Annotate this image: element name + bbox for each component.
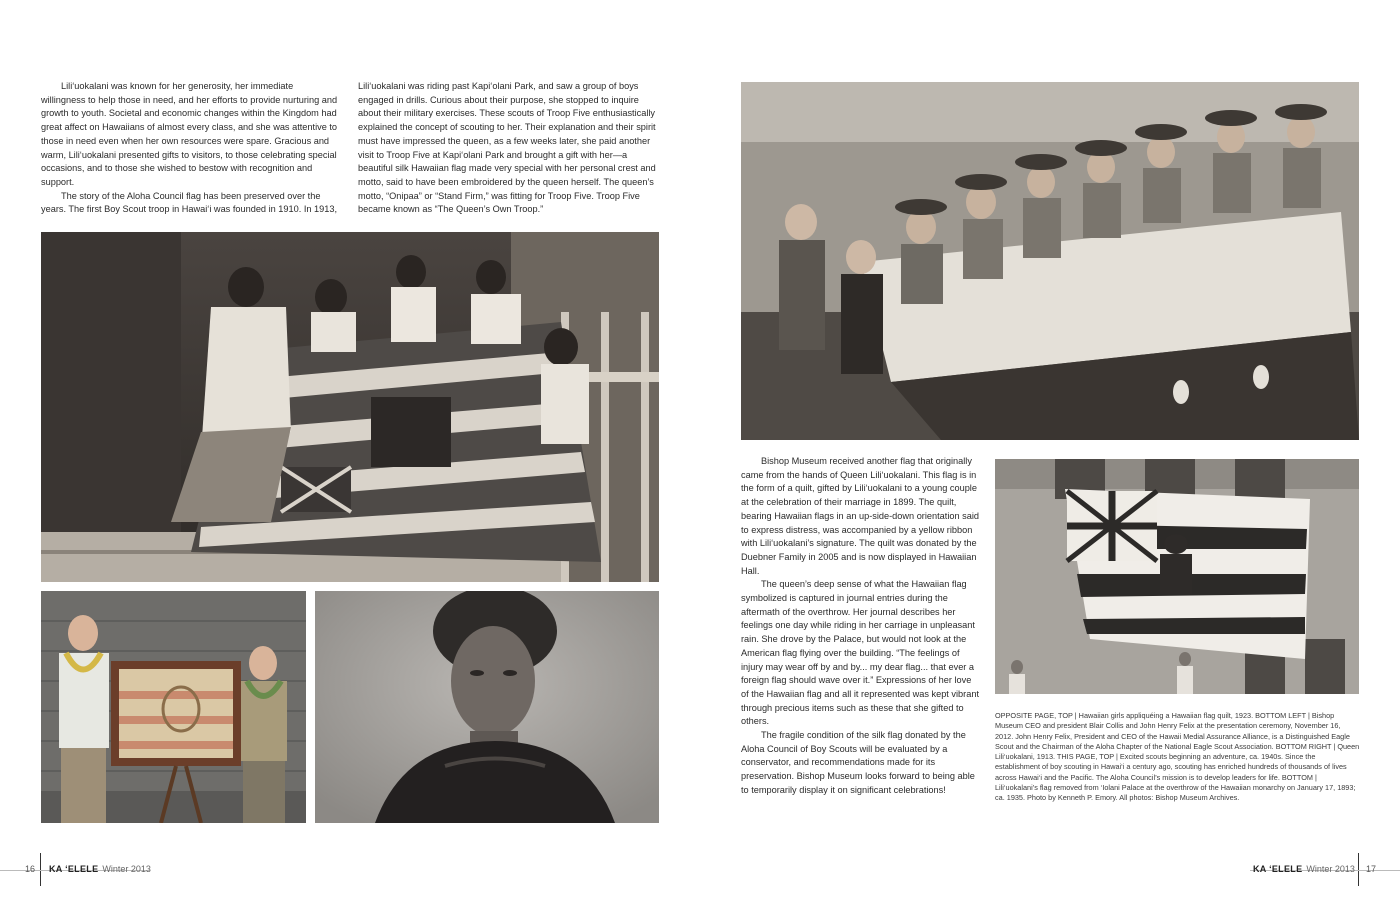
queen-portrait-photo <box>315 591 659 823</box>
paragraph: Bishop Museum received another flag that originally came from the hands of Queen Lili‘uokalani. This flag is in the form of a quilt, gifted by Lili‘uokalani to a young couple at the celebration of their marriage in 1899. The quilt, bearing Hawaiian flags in an up-side-down orientation said to express distress, was accompanied by a yellow ribbon with Lili‘uokalani’s signature. The quilt was donated by the Duebner Family in 2005 and is now displayed in Hawaiian Hall. <box>741 456 980 576</box>
paragraph: The story of the Aloha Council flag has been preserved over the years. The first Boy Scout troop in Hawai‘i was founded in 1910. In 1913, <box>41 190 338 215</box>
left-page-number: 16 <box>25 864 36 874</box>
quilt-image <box>41 232 659 582</box>
left-folio <box>25 864 35 874</box>
paragraph: The fragile condition of the silk flag donated by the Aloha Council of Boy Scouts will be evaluated by a conservator, and recommendations made for its preservation. Bishop Museum looks forward to being able to temporarily display it on significant celebrations! <box>741 730 975 795</box>
right-folio <box>1366 864 1376 874</box>
issue-label: Winter 2013 <box>1306 864 1355 874</box>
ceremony-image <box>41 591 306 823</box>
queen-portrait-image <box>315 591 659 823</box>
paragraph: The queen’s deep sense of what the Hawaiian flag symbolized is captured in journal entries during the aftermath of the overthrow. Her journal describes her feelings one day while riding in her carriage in unpleasant rain. She drove by the Palace, but would not look at the American flag flying over the building. “The feelings of injury may wear off by and by... my dear flag... that ever a foreign flag should wave over it.” Expressions of her love of the Hawaiian flag and all it represented was kept vibrant through precious items such as these that she gifted to others. <box>741 579 979 727</box>
left-folio-title <box>49 864 151 874</box>
paragraph: Lili‘uokalani was known for her generosity, her immediate willingness to help those in need, and her efforts to provide nurturing and growth to youth. Societal and economic changes within the Kingdom had great affect on Hawaiians of almost every class, and she was attentive to those in need even when her own resources were spare. Gracious and warm, Lili‘uokalani presented gifts to visitors, to those celebrating special occasions, and to those she wished to bestow with recognition and support. <box>41 81 338 187</box>
palace-flag-photo <box>995 459 1359 694</box>
right-body-column <box>741 455 979 798</box>
magazine-name: KA ‘ELELE <box>49 864 99 874</box>
scouts-image <box>741 82 1359 440</box>
scouts-photo <box>741 82 1359 440</box>
ceremony-photo <box>41 591 306 823</box>
issue-label: Winter 2013 <box>102 864 151 874</box>
right-folio-title <box>1253 864 1355 874</box>
photo-caption: OPPOSITE PAGE, TOP | Hawaiian girls appliquéing a Hawaiian flag quilt, 1923. BOTTOM LEFT | Bishop Museum CEO and president Blair Collis and John Henry Felix at the presentation ceremony, November 16, 2012. John Henry Felix, President and CEO of the Hawaii Medial Assurance Alliance, is a Distinguished Eagle Scout and the Chairman of the Aloha Chapter of the National Eagle Scout Association. BOTTOM RIGHT | Queen Lili‘uokalani, 1913. THIS PAGE, TOP | Excited scouts beginning an adventure, ca. 1940s. Since the establishment of boy scouting in Hawai‘i a century ago, scouting has enriched hundreds of thousands of lives across Hawai‘i and the Pacific. The Aloha Council’s mission is to develop leaders for life. BOTTOM | Lili‘uokalani’s flag removed from ‘Iolani Palace at the overthrow of the Hawaiian monarchy on January 17, 1893; ca. 1935. Photo by Kenneth P. Emory. All photos: Bishop Museum Archives. <box>995 711 1360 803</box>
quilt-photo <box>41 232 659 582</box>
palace-flag-image <box>995 459 1359 694</box>
left-column-1 <box>41 80 340 217</box>
right-page-number: 17 <box>1366 864 1377 874</box>
paragraph: Lili‘uokalani was riding past Kapi‘olani Park, and saw a group of boys engaged in drills. Curious about their purpose, she stopped to inquire about their military exercises. These scouts of Troop Five enthusiastically explained the concept of scouting to her. Their explanation and their spirit must have impressed the queen, as a few weeks later, she paid another visit to Troop Five at Kapi‘olani Park and brought a gift with her—a beautiful silk Hawaiian flag made very special with her personal crest and motto, said to have been embroidered by the queen herself. The queen’s motto, “Onipaa” or “Stand Firm,” was fitting for Troop Five. Troop Five became known as “The Queen’s Own Troop.” <box>358 81 656 215</box>
magazine-name: KA ‘ELELE <box>1253 864 1303 874</box>
left-column-2 <box>358 80 659 217</box>
